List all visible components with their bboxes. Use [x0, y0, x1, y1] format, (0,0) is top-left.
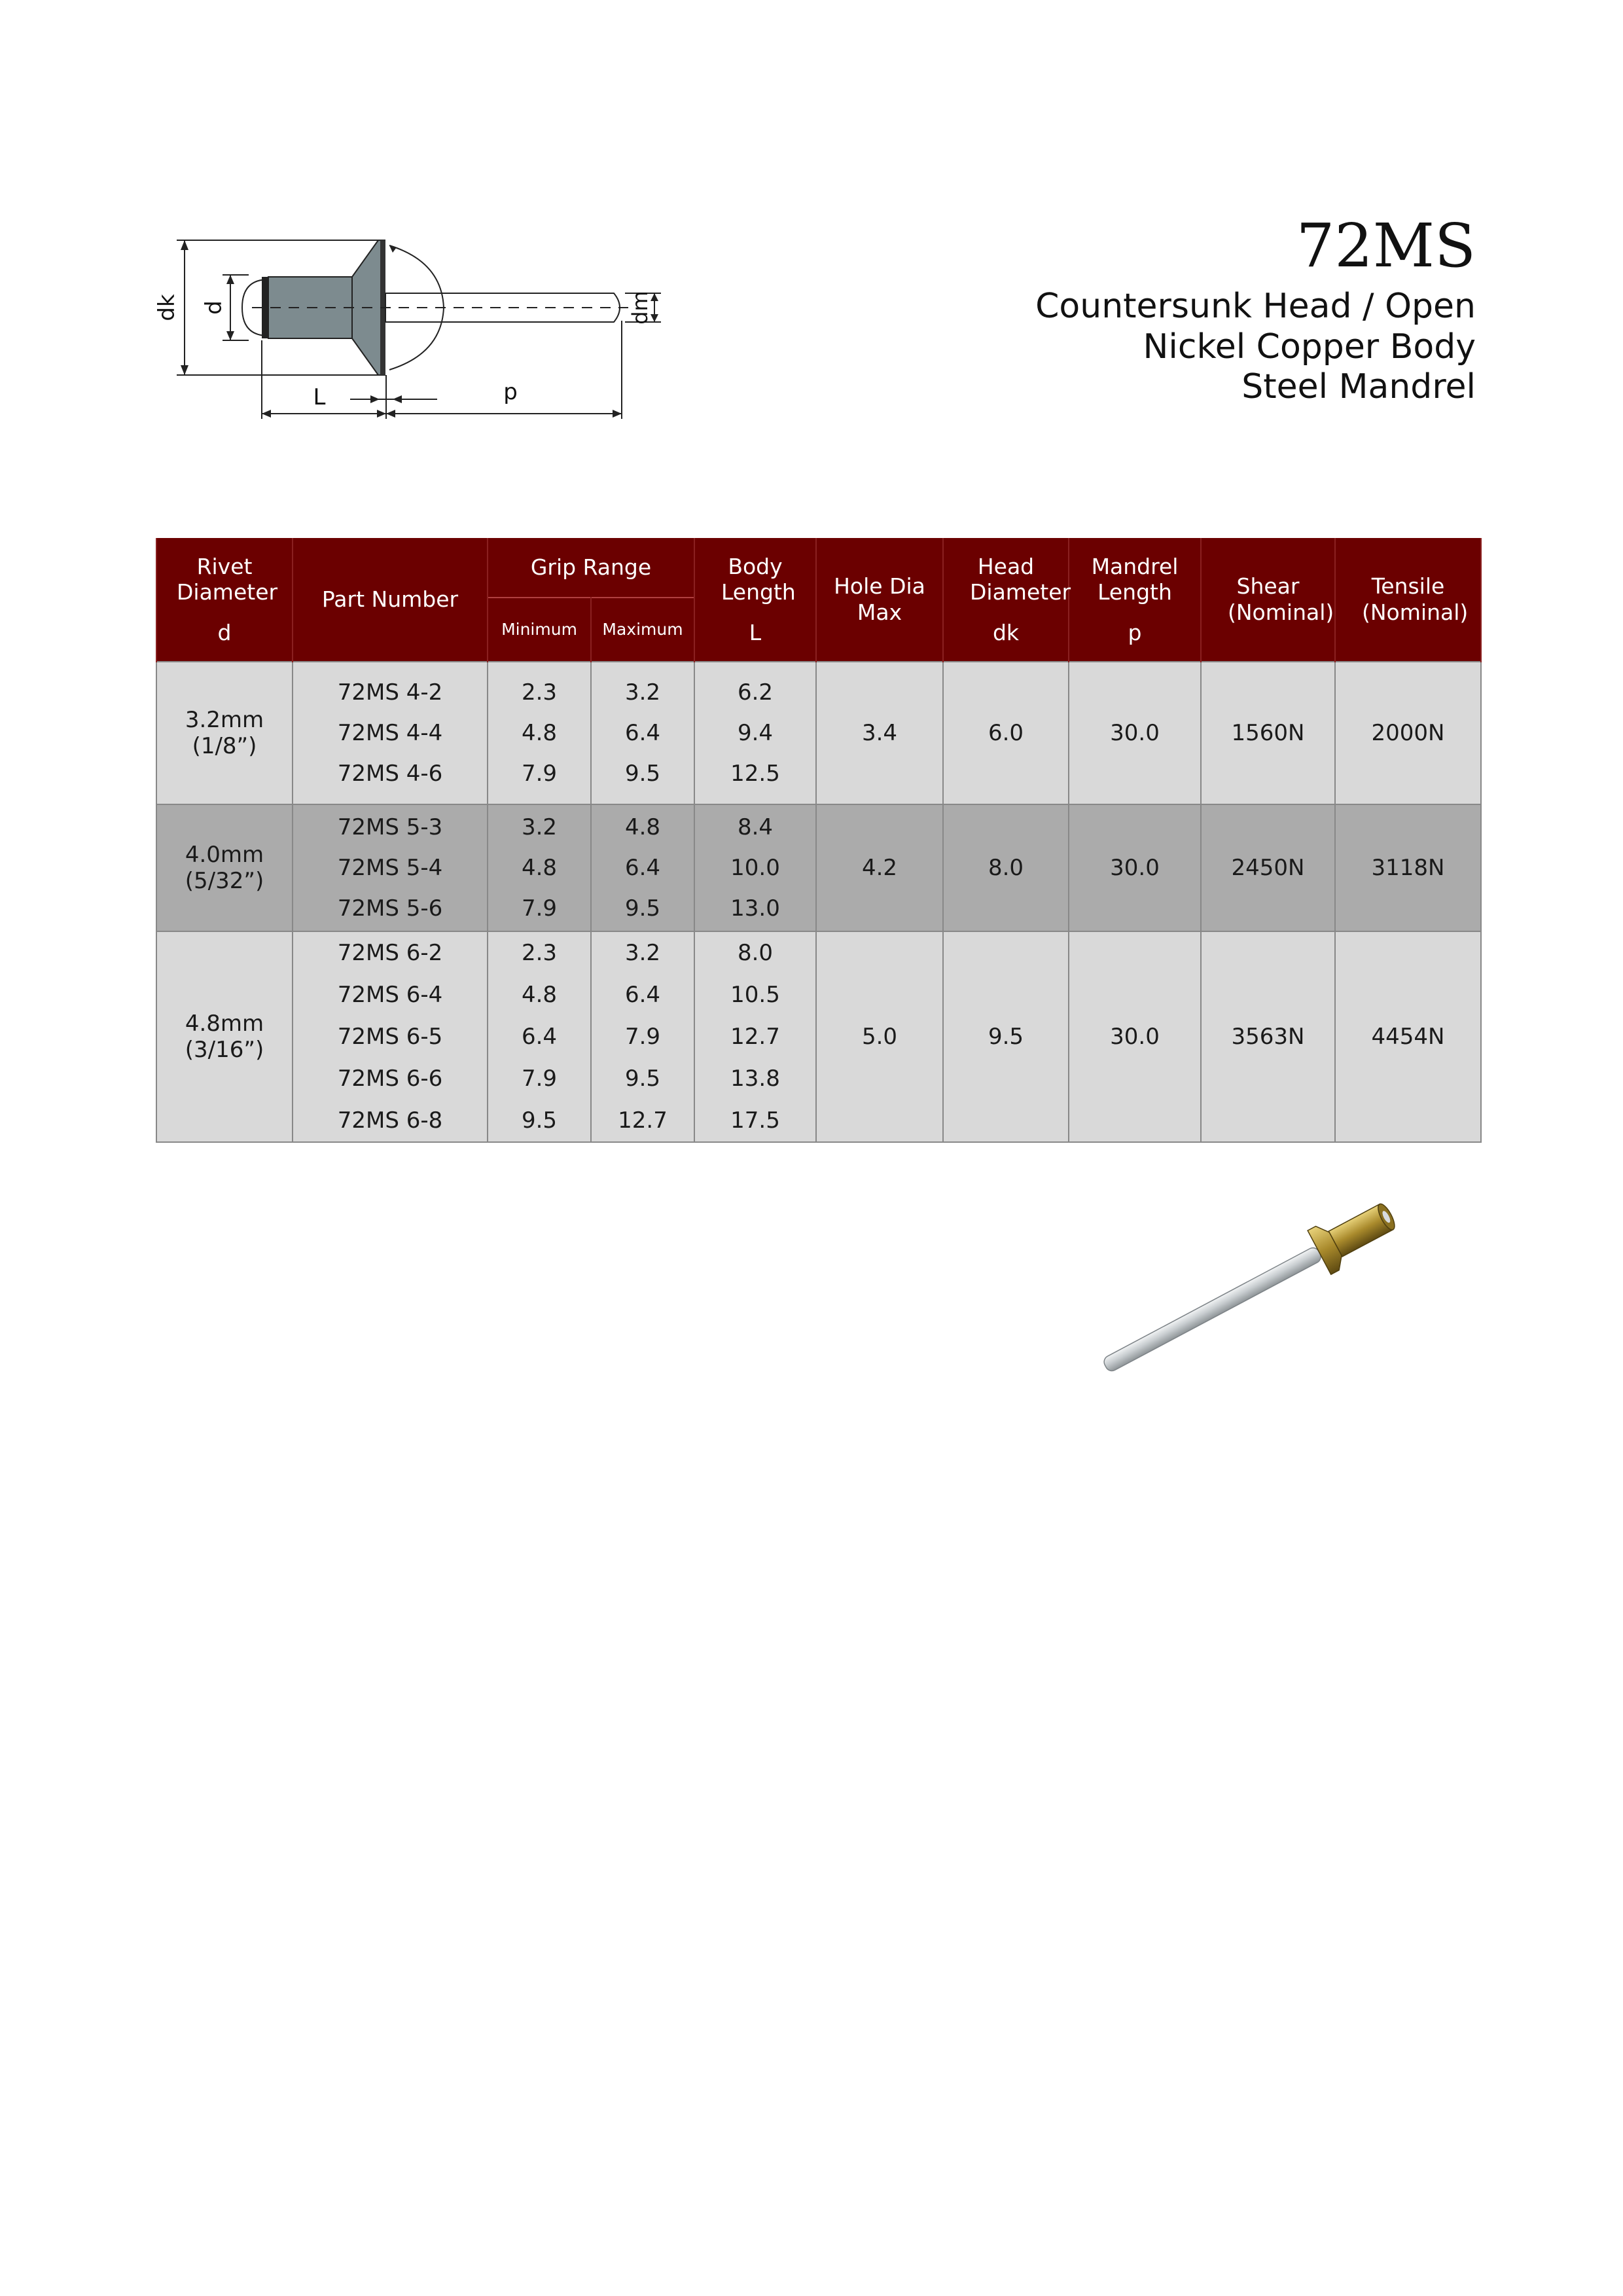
hole-dia-cell: 4.2 — [816, 804, 943, 931]
part-number: 72MS 5-6 — [337, 895, 443, 922]
part-number: 72MS 6-5 — [337, 1024, 443, 1050]
body-length: 13.8 — [730, 1066, 780, 1092]
header-head-diameter-unit: dk — [992, 619, 1020, 645]
dk-label: dk — [154, 294, 180, 321]
shear-cell: 2450N — [1201, 804, 1335, 931]
rivet-diameter-inch: (5/32”) — [185, 868, 264, 894]
head-dia-cell: 6.0 — [943, 662, 1069, 804]
header-mandrel-length-label: Mandrel Length — [1091, 553, 1179, 605]
header-mandrel-length-unit: p — [1128, 619, 1142, 645]
table-row — [156, 662, 1481, 804]
grip-max: 9.5 — [624, 1066, 661, 1092]
rivet-diameter-cell — [156, 662, 293, 804]
grip-max: 12.7 — [618, 1107, 668, 1134]
spec-table — [156, 538, 1482, 1143]
grip-max: 3.2 — [624, 940, 661, 966]
rivet-product-image — [1067, 1191, 1433, 1388]
part-number: 72MS 6-8 — [337, 1107, 443, 1134]
subtitle-line-3: Steel Mandrel — [1241, 367, 1476, 406]
body-length: 12.5 — [730, 761, 780, 787]
header-head-diameter — [943, 538, 1069, 662]
header-grip-minimum: Minimum — [488, 598, 591, 662]
header-mandrel-length — [1069, 538, 1201, 662]
header-rivet-diameter-unit: d — [217, 619, 232, 645]
hole-dia-cell: 5.0 — [816, 931, 943, 1142]
grip-max: 6.4 — [624, 982, 661, 1008]
head-dia-cell: 8.0 — [943, 804, 1069, 931]
grip-max: 6.4 — [624, 855, 661, 881]
grip-min-cell — [488, 662, 591, 804]
mandrel-length-cell: 30.0 — [1069, 662, 1201, 804]
L-label: L — [313, 384, 326, 410]
grip-max-cell — [591, 662, 694, 804]
grip-max: 9.5 — [624, 895, 661, 922]
part-number-cell — [293, 931, 488, 1142]
part-number: 72MS 4-2 — [337, 679, 443, 706]
part-number: 72MS 4-6 — [337, 761, 443, 787]
header-head-diameter-label: Head Diameter — [970, 553, 1071, 605]
body-length: 8.4 — [737, 814, 774, 840]
rivet-group-4-0mm — [156, 804, 1481, 931]
grip-min: 7.9 — [521, 761, 558, 787]
rivet-group-3-2mm — [156, 662, 1481, 804]
grip-max: 7.9 — [624, 1024, 661, 1050]
table-row — [156, 804, 1481, 931]
body-length: 10.5 — [730, 982, 780, 1008]
d-label: d — [201, 300, 227, 315]
rivet-group-4-8mm — [156, 931, 1481, 1142]
shear-cell: 1560N — [1201, 662, 1335, 804]
rivet-diameter-cell — [156, 931, 293, 1142]
part-number: 72MS 6-6 — [337, 1066, 443, 1092]
grip-min: 2.3 — [521, 679, 558, 706]
p-label: p — [503, 379, 518, 405]
header-tensile — [1335, 538, 1481, 662]
header-shear-label: Shear (Nominal) — [1228, 573, 1334, 625]
body-length: 9.4 — [737, 720, 774, 746]
body-length: 10.0 — [730, 855, 780, 881]
grip-min: 9.5 — [521, 1107, 558, 1134]
grip-max-cell — [591, 804, 694, 931]
rivet-dimension-diagram — [144, 209, 681, 432]
header-rivet-diameter-label: Rivet Diameter — [177, 553, 278, 605]
grip-min: 6.4 — [521, 1024, 558, 1050]
header-grip-maximum: Maximum — [591, 598, 694, 662]
header-rivet-diameter — [156, 538, 293, 662]
grip-min-cell — [488, 931, 591, 1142]
header-body-length-unit: L — [749, 619, 762, 645]
subtitle-line-2: Nickel Copper Body — [1143, 327, 1476, 367]
tensile-cell: 4454N — [1335, 931, 1481, 1142]
model-title: 72MS — [1296, 211, 1476, 281]
part-number: 72MS 4-4 — [337, 720, 443, 746]
header-tensile-label: Tensile (Nominal) — [1362, 573, 1469, 625]
body-length: 13.0 — [730, 895, 780, 922]
header-body-length-label: Body Length — [721, 553, 796, 605]
dm-label: dm — [628, 291, 652, 325]
part-number: 72MS 5-3 — [337, 814, 443, 840]
body-length-cell — [694, 931, 816, 1142]
tensile-cell: 3118N — [1335, 804, 1481, 931]
header-shear — [1201, 538, 1335, 662]
rivet-diameter-inch: (1/8”) — [192, 733, 257, 759]
part-number: 72MS 6-2 — [337, 940, 443, 966]
grip-min: 2.3 — [521, 940, 558, 966]
body-length: 12.7 — [730, 1024, 780, 1050]
grip-min: 4.8 — [521, 982, 558, 1008]
rivet-diameter-inch: (3/16”) — [185, 1037, 264, 1063]
title-block — [1035, 213, 1476, 407]
rivet-diameter-mm: 4.8mm — [185, 1011, 264, 1037]
header-hole-dia-label: Hole Dia Max — [834, 573, 925, 625]
grip-min: 7.9 — [521, 1066, 558, 1092]
body-length: 6.2 — [737, 679, 774, 706]
part-number: 72MS 5-4 — [337, 855, 443, 881]
rivet-diameter-cell — [156, 804, 293, 931]
header-hole-dia — [816, 538, 943, 662]
grip-max: 4.8 — [624, 814, 661, 840]
mandrel-length-cell: 30.0 — [1069, 931, 1201, 1142]
body-length-cell — [694, 662, 816, 804]
hole-dia-cell: 3.4 — [816, 662, 943, 804]
head-dia-cell: 9.5 — [943, 931, 1069, 1142]
mandrel-length-cell: 30.0 — [1069, 804, 1201, 931]
header-part-number: Part Number — [293, 538, 488, 662]
grip-min: 3.2 — [521, 814, 558, 840]
grip-min: 4.8 — [521, 855, 558, 881]
grip-max: 9.5 — [624, 761, 661, 787]
part-number-cell — [293, 804, 488, 931]
header-grip-range: Grip Range — [488, 538, 694, 598]
grip-max: 6.4 — [624, 720, 661, 746]
grip-min: 7.9 — [521, 895, 558, 922]
part-number: 72MS 6-4 — [337, 982, 443, 1008]
part-number-cell — [293, 662, 488, 804]
grip-max: 3.2 — [624, 679, 661, 706]
grip-max-cell — [591, 931, 694, 1142]
table-row — [156, 931, 1481, 1142]
header-body-length — [694, 538, 816, 662]
shear-cell: 3563N — [1201, 931, 1335, 1142]
grip-min: 4.8 — [521, 720, 558, 746]
grip-min-cell — [488, 804, 591, 931]
body-length-cell — [694, 804, 816, 931]
tensile-cell: 2000N — [1335, 662, 1481, 804]
rivet-diameter-mm: 3.2mm — [185, 707, 264, 733]
rivet-diameter-mm: 4.0mm — [185, 842, 264, 868]
body-length: 8.0 — [737, 940, 774, 966]
subtitle-line-1: Countersunk Head / Open — [1035, 287, 1476, 327]
body-length: 17.5 — [730, 1107, 780, 1134]
